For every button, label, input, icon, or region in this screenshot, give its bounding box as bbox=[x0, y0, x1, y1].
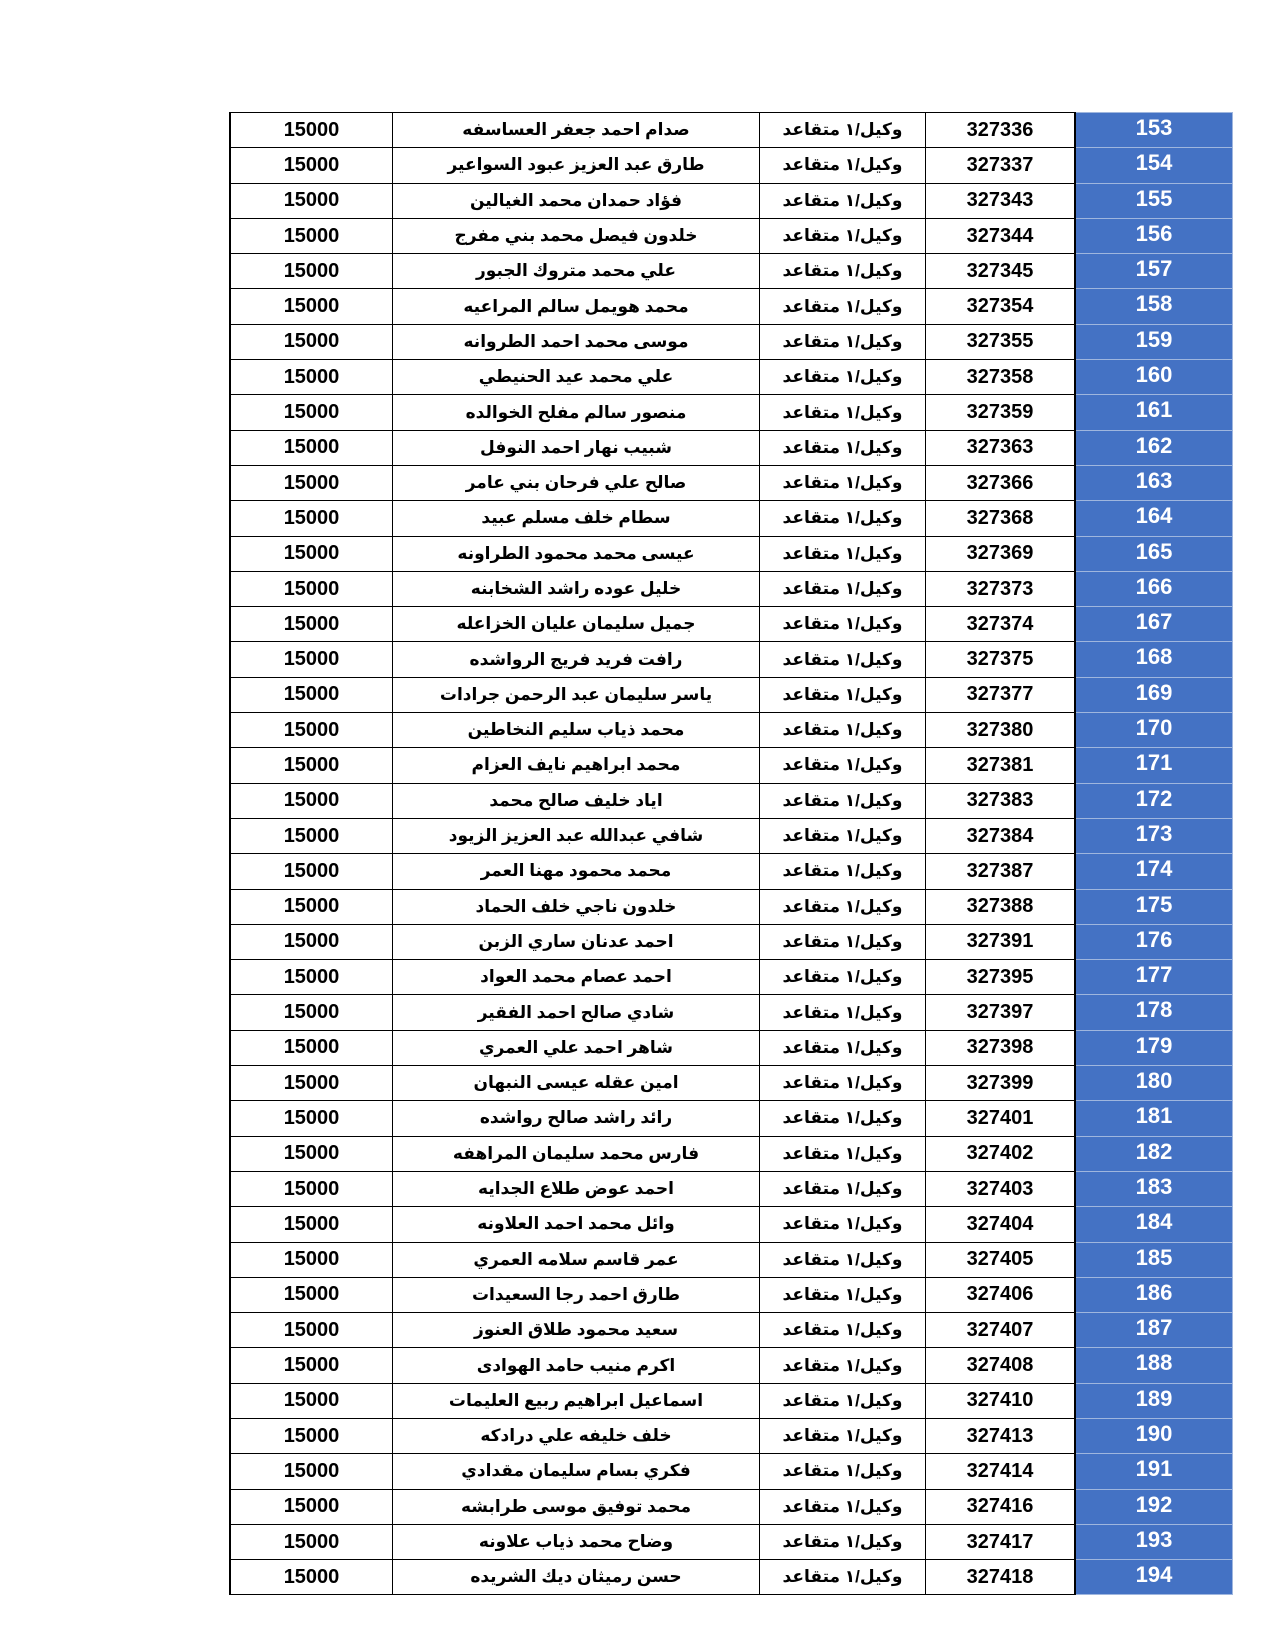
rank-cell: وكيل/١ متقاعد bbox=[760, 218, 926, 253]
amount-cell: 15000 bbox=[230, 713, 393, 748]
table-row bbox=[230, 501, 1233, 536]
sequence-cell: 163 bbox=[1075, 465, 1233, 500]
id-number-cell: 327344 bbox=[926, 218, 1076, 253]
table-row bbox=[230, 677, 1233, 712]
id-number-cell: 327355 bbox=[926, 324, 1076, 359]
name-cell: امين عقله عيسى النبهان bbox=[393, 1066, 760, 1101]
amount-cell: 15000 bbox=[230, 748, 393, 783]
sequence-cell: 191 bbox=[1075, 1454, 1233, 1489]
id-number-cell: 327403 bbox=[926, 1171, 1076, 1206]
amount-cell: 15000 bbox=[230, 1313, 393, 1348]
name-cell: عيسى محمد محمود الطراونه bbox=[393, 536, 760, 571]
amount-cell: 15000 bbox=[230, 1524, 393, 1559]
amount-cell: 15000 bbox=[230, 1348, 393, 1383]
amount-cell: 15000 bbox=[230, 1560, 393, 1595]
id-number-cell: 327354 bbox=[926, 289, 1076, 324]
amount-cell: 15000 bbox=[230, 1101, 393, 1136]
name-cell: ياسر سليمان عبد الرحمن جرادات bbox=[393, 677, 760, 712]
rank-cell: وكيل/١ متقاعد bbox=[760, 713, 926, 748]
id-number-cell: 327377 bbox=[926, 677, 1076, 712]
name-cell: خلدون ناجي خلف الحماد bbox=[393, 889, 760, 924]
name-cell: محمد هويمل سالم المراعيه bbox=[393, 289, 760, 324]
amount-cell: 15000 bbox=[230, 360, 393, 395]
name-cell: محمد توفيق موسى طرابشه bbox=[393, 1489, 760, 1524]
table-row bbox=[230, 395, 1233, 430]
sequence-cell: 183 bbox=[1075, 1171, 1233, 1206]
id-number-cell: 327380 bbox=[926, 713, 1076, 748]
sequence-cell: 175 bbox=[1075, 889, 1233, 924]
rank-cell: وكيل/١ متقاعد bbox=[760, 889, 926, 924]
table-row bbox=[230, 960, 1233, 995]
table-row bbox=[230, 1101, 1233, 1136]
rank-cell: وكيل/١ متقاعد bbox=[760, 1101, 926, 1136]
name-cell: خلف خليفه علي درادكه bbox=[393, 1418, 760, 1453]
amount-cell: 15000 bbox=[230, 1030, 393, 1065]
id-number-cell: 327381 bbox=[926, 748, 1076, 783]
sequence-cell: 185 bbox=[1075, 1242, 1233, 1277]
name-cell: فكري بسام سليمان مقدادي bbox=[393, 1454, 760, 1489]
amount-cell: 15000 bbox=[230, 995, 393, 1030]
table-row bbox=[230, 254, 1233, 289]
table-row bbox=[230, 1489, 1233, 1524]
name-cell: اسماعيل ابراهيم ربيع العليمات bbox=[393, 1383, 760, 1418]
table-row bbox=[230, 430, 1233, 465]
sequence-cell: 159 bbox=[1075, 324, 1233, 359]
name-cell: شاهر احمد علي العمري bbox=[393, 1030, 760, 1065]
table-row bbox=[230, 1207, 1233, 1242]
id-number-cell: 327343 bbox=[926, 183, 1076, 218]
table-row bbox=[230, 1454, 1233, 1489]
name-cell: شادي صالح احمد الفقير bbox=[393, 995, 760, 1030]
table-row bbox=[230, 1418, 1233, 1453]
id-number-cell: 327401 bbox=[926, 1101, 1076, 1136]
amount-cell: 15000 bbox=[230, 254, 393, 289]
name-cell: شبيب نهار احمد النوفل bbox=[393, 430, 760, 465]
table-row bbox=[230, 218, 1233, 253]
name-cell: اكرم منيب حامد الهوادى bbox=[393, 1348, 760, 1383]
id-number-cell: 327407 bbox=[926, 1313, 1076, 1348]
sequence-cell: 162 bbox=[1075, 430, 1233, 465]
roster-table-body bbox=[230, 113, 1233, 1595]
sequence-cell: 176 bbox=[1075, 924, 1233, 959]
amount-cell: 15000 bbox=[230, 1277, 393, 1312]
id-number-cell: 327408 bbox=[926, 1348, 1076, 1383]
id-number-cell: 327397 bbox=[926, 995, 1076, 1030]
table-row bbox=[230, 924, 1233, 959]
name-cell: عمر قاسم سلامه العمري bbox=[393, 1242, 760, 1277]
amount-cell: 15000 bbox=[230, 1066, 393, 1101]
rank-cell: وكيل/١ متقاعد bbox=[760, 1277, 926, 1312]
rank-cell: وكيل/١ متقاعد bbox=[760, 571, 926, 606]
sequence-cell: 166 bbox=[1075, 571, 1233, 606]
sequence-cell: 155 bbox=[1075, 183, 1233, 218]
sequence-cell: 174 bbox=[1075, 854, 1233, 889]
id-number-cell: 327336 bbox=[926, 113, 1076, 148]
document-sheet bbox=[229, 112, 1229, 1595]
id-number-cell: 327399 bbox=[926, 1066, 1076, 1101]
sequence-cell: 154 bbox=[1075, 148, 1233, 183]
name-cell: محمد ابراهيم نايف العزام bbox=[393, 748, 760, 783]
rank-cell: وكيل/١ متقاعد bbox=[760, 995, 926, 1030]
name-cell: خلدون فيصل محمد بني مفرج bbox=[393, 218, 760, 253]
amount-cell: 15000 bbox=[230, 501, 393, 536]
id-number-cell: 327387 bbox=[926, 854, 1076, 889]
table-row bbox=[230, 607, 1233, 642]
amount-cell: 15000 bbox=[230, 1242, 393, 1277]
id-number-cell: 327368 bbox=[926, 501, 1076, 536]
rank-cell: وكيل/١ متقاعد bbox=[760, 536, 926, 571]
sequence-cell: 164 bbox=[1075, 501, 1233, 536]
name-cell: علي محمد متروك الجبور bbox=[393, 254, 760, 289]
rank-cell: وكيل/١ متقاعد bbox=[760, 818, 926, 853]
id-number-cell: 327413 bbox=[926, 1418, 1076, 1453]
amount-cell: 15000 bbox=[230, 818, 393, 853]
rank-cell: وكيل/١ متقاعد bbox=[760, 1313, 926, 1348]
rank-cell: وكيل/١ متقاعد bbox=[760, 183, 926, 218]
name-cell: طارق احمد رجا السعيدات bbox=[393, 1277, 760, 1312]
amount-cell: 15000 bbox=[230, 218, 393, 253]
amount-cell: 15000 bbox=[230, 536, 393, 571]
id-number-cell: 327345 bbox=[926, 254, 1076, 289]
table-row bbox=[230, 183, 1233, 218]
sequence-cell: 193 bbox=[1075, 1524, 1233, 1559]
table-row bbox=[230, 889, 1233, 924]
rank-cell: وكيل/١ متقاعد bbox=[760, 1207, 926, 1242]
id-number-cell: 327405 bbox=[926, 1242, 1076, 1277]
sequence-cell: 157 bbox=[1075, 254, 1233, 289]
sequence-cell: 171 bbox=[1075, 748, 1233, 783]
amount-cell: 15000 bbox=[230, 889, 393, 924]
sequence-cell: 161 bbox=[1075, 395, 1233, 430]
id-number-cell: 327383 bbox=[926, 783, 1076, 818]
sequence-cell: 188 bbox=[1075, 1348, 1233, 1383]
amount-cell: 15000 bbox=[230, 324, 393, 359]
sequence-cell: 179 bbox=[1075, 1030, 1233, 1065]
name-cell: اياد خليف صالح محمد bbox=[393, 783, 760, 818]
amount-cell: 15000 bbox=[230, 183, 393, 218]
amount-cell: 15000 bbox=[230, 1454, 393, 1489]
rank-cell: وكيل/١ متقاعد bbox=[760, 677, 926, 712]
name-cell: فؤاد حمدان محمد الغيالين bbox=[393, 183, 760, 218]
id-number-cell: 327384 bbox=[926, 818, 1076, 853]
table-row bbox=[230, 1277, 1233, 1312]
amount-cell: 15000 bbox=[230, 1489, 393, 1524]
id-number-cell: 327373 bbox=[926, 571, 1076, 606]
rank-cell: وكيل/١ متقاعد bbox=[760, 1171, 926, 1206]
roster-table bbox=[229, 112, 1233, 1595]
table-row bbox=[230, 1136, 1233, 1171]
table-row bbox=[230, 465, 1233, 500]
sequence-cell: 173 bbox=[1075, 818, 1233, 853]
table-row bbox=[230, 571, 1233, 606]
sequence-cell: 165 bbox=[1075, 536, 1233, 571]
table-row bbox=[230, 324, 1233, 359]
id-number-cell: 327414 bbox=[926, 1454, 1076, 1489]
sequence-cell: 170 bbox=[1075, 713, 1233, 748]
id-number-cell: 327395 bbox=[926, 960, 1076, 995]
table-row bbox=[230, 1348, 1233, 1383]
name-cell: فارس محمد سليمان المراهفه bbox=[393, 1136, 760, 1171]
rank-cell: وكيل/١ متقاعد bbox=[760, 324, 926, 359]
amount-cell: 15000 bbox=[230, 113, 393, 148]
rank-cell: وكيل/١ متقاعد bbox=[760, 854, 926, 889]
id-number-cell: 327402 bbox=[926, 1136, 1076, 1171]
name-cell: محمد محمود مهنا العمر bbox=[393, 854, 760, 889]
amount-cell: 15000 bbox=[230, 430, 393, 465]
table-row bbox=[230, 1242, 1233, 1277]
sequence-cell: 169 bbox=[1075, 677, 1233, 712]
name-cell: طارق عبد العزيز عبود السواعير bbox=[393, 148, 760, 183]
table-row bbox=[230, 1313, 1233, 1348]
sequence-cell: 158 bbox=[1075, 289, 1233, 324]
amount-cell: 15000 bbox=[230, 1171, 393, 1206]
table-row bbox=[230, 854, 1233, 889]
rank-cell: وكيل/١ متقاعد bbox=[760, 1489, 926, 1524]
amount-cell: 15000 bbox=[230, 395, 393, 430]
table-row bbox=[230, 995, 1233, 1030]
sequence-cell: 177 bbox=[1075, 960, 1233, 995]
rank-cell: وكيل/١ متقاعد bbox=[760, 1418, 926, 1453]
name-cell: علي محمد عيد الحنيطي bbox=[393, 360, 760, 395]
id-number-cell: 327358 bbox=[926, 360, 1076, 395]
id-number-cell: 327398 bbox=[926, 1030, 1076, 1065]
name-cell: حسن رميثان ديك الشريده bbox=[393, 1560, 760, 1595]
sequence-cell: 156 bbox=[1075, 218, 1233, 253]
table-row bbox=[230, 748, 1233, 783]
sequence-cell: 167 bbox=[1075, 607, 1233, 642]
name-cell: احمد عوض طلاع الجدايه bbox=[393, 1171, 760, 1206]
sequence-cell: 192 bbox=[1075, 1489, 1233, 1524]
rank-cell: وكيل/١ متقاعد bbox=[760, 1348, 926, 1383]
id-number-cell: 327369 bbox=[926, 536, 1076, 571]
id-number-cell: 327406 bbox=[926, 1277, 1076, 1312]
rank-cell: وكيل/١ متقاعد bbox=[760, 1242, 926, 1277]
id-number-cell: 327363 bbox=[926, 430, 1076, 465]
id-number-cell: 327359 bbox=[926, 395, 1076, 430]
table-row bbox=[230, 536, 1233, 571]
name-cell: محمد ذياب سليم النخاطين bbox=[393, 713, 760, 748]
name-cell: موسى محمد احمد الطروانه bbox=[393, 324, 760, 359]
amount-cell: 15000 bbox=[230, 465, 393, 500]
rank-cell: وكيل/١ متقاعد bbox=[760, 289, 926, 324]
sequence-cell: 194 bbox=[1075, 1560, 1233, 1595]
amount-cell: 15000 bbox=[230, 1418, 393, 1453]
sequence-cell: 172 bbox=[1075, 783, 1233, 818]
rank-cell: وكيل/١ متقاعد bbox=[760, 1560, 926, 1595]
table-row bbox=[230, 1383, 1233, 1418]
table-row bbox=[230, 289, 1233, 324]
rank-cell: وكيل/١ متقاعد bbox=[760, 1136, 926, 1171]
table-row bbox=[230, 818, 1233, 853]
id-number-cell: 327410 bbox=[926, 1383, 1076, 1418]
id-number-cell: 327337 bbox=[926, 148, 1076, 183]
id-number-cell: 327375 bbox=[926, 642, 1076, 677]
amount-cell: 15000 bbox=[230, 148, 393, 183]
id-number-cell: 327416 bbox=[926, 1489, 1076, 1524]
rank-cell: وكيل/١ متقاعد bbox=[760, 607, 926, 642]
rank-cell: وكيل/١ متقاعد bbox=[760, 395, 926, 430]
amount-cell: 15000 bbox=[230, 783, 393, 818]
name-cell: شافي عبدالله عبد العزيز الزيود bbox=[393, 818, 760, 853]
id-number-cell: 327418 bbox=[926, 1560, 1076, 1595]
sequence-cell: 153 bbox=[1075, 113, 1233, 148]
table-row bbox=[230, 1560, 1233, 1595]
name-cell: منصور سالم مفلح الخوالده bbox=[393, 395, 760, 430]
amount-cell: 15000 bbox=[230, 924, 393, 959]
rank-cell: وكيل/١ متقاعد bbox=[760, 501, 926, 536]
id-number-cell: 327374 bbox=[926, 607, 1076, 642]
table-row bbox=[230, 1066, 1233, 1101]
id-number-cell: 327366 bbox=[926, 465, 1076, 500]
sequence-cell: 181 bbox=[1075, 1101, 1233, 1136]
amount-cell: 15000 bbox=[230, 960, 393, 995]
table-row bbox=[230, 642, 1233, 677]
name-cell: وضاح محمد ذياب علاونه bbox=[393, 1524, 760, 1559]
rank-cell: وكيل/١ متقاعد bbox=[760, 148, 926, 183]
sequence-cell: 182 bbox=[1075, 1136, 1233, 1171]
name-cell: وائل محمد احمد العلاونه bbox=[393, 1207, 760, 1242]
rank-cell: وكيل/١ متقاعد bbox=[760, 1030, 926, 1065]
amount-cell: 15000 bbox=[230, 289, 393, 324]
name-cell: سعيد محمود طلاق العنوز bbox=[393, 1313, 760, 1348]
name-cell: احمد عصام محمد العواد bbox=[393, 960, 760, 995]
rank-cell: وكيل/١ متقاعد bbox=[760, 1454, 926, 1489]
name-cell: خليل عوده راشد الشخابنه bbox=[393, 571, 760, 606]
name-cell: رائد راشد صالح رواشده bbox=[393, 1101, 760, 1136]
amount-cell: 15000 bbox=[230, 607, 393, 642]
rank-cell: وكيل/١ متقاعد bbox=[760, 924, 926, 959]
table-row bbox=[230, 1171, 1233, 1206]
sequence-cell: 178 bbox=[1075, 995, 1233, 1030]
rank-cell: وكيل/١ متقاعد bbox=[760, 113, 926, 148]
amount-cell: 15000 bbox=[230, 1207, 393, 1242]
table-row bbox=[230, 1030, 1233, 1065]
id-number-cell: 327391 bbox=[926, 924, 1076, 959]
table-row bbox=[230, 713, 1233, 748]
sequence-cell: 184 bbox=[1075, 1207, 1233, 1242]
rank-cell: وكيل/١ متقاعد bbox=[760, 1066, 926, 1101]
table-row bbox=[230, 148, 1233, 183]
amount-cell: 15000 bbox=[230, 1383, 393, 1418]
table-row bbox=[230, 1524, 1233, 1559]
name-cell: احمد عدنان ساري الزبن bbox=[393, 924, 760, 959]
amount-cell: 15000 bbox=[230, 571, 393, 606]
id-number-cell: 327404 bbox=[926, 1207, 1076, 1242]
sequence-cell: 190 bbox=[1075, 1418, 1233, 1453]
table-row bbox=[230, 360, 1233, 395]
sequence-cell: 187 bbox=[1075, 1313, 1233, 1348]
name-cell: رافت فريد فريج الرواشده bbox=[393, 642, 760, 677]
rank-cell: وكيل/١ متقاعد bbox=[760, 1383, 926, 1418]
name-cell: سطام خلف مسلم عبيد bbox=[393, 501, 760, 536]
rank-cell: وكيل/١ متقاعد bbox=[760, 465, 926, 500]
rank-cell: وكيل/١ متقاعد bbox=[760, 783, 926, 818]
name-cell: صدام احمد جعفر العساسفه bbox=[393, 113, 760, 148]
table-row bbox=[230, 783, 1233, 818]
rank-cell: وكيل/١ متقاعد bbox=[760, 1524, 926, 1559]
sequence-cell: 168 bbox=[1075, 642, 1233, 677]
amount-cell: 15000 bbox=[230, 642, 393, 677]
sequence-cell: 160 bbox=[1075, 360, 1233, 395]
rank-cell: وكيل/١ متقاعد bbox=[760, 360, 926, 395]
rank-cell: وكيل/١ متقاعد bbox=[760, 748, 926, 783]
amount-cell: 15000 bbox=[230, 854, 393, 889]
sequence-cell: 180 bbox=[1075, 1066, 1233, 1101]
id-number-cell: 327417 bbox=[926, 1524, 1076, 1559]
sequence-cell: 189 bbox=[1075, 1383, 1233, 1418]
table-row bbox=[230, 113, 1233, 148]
sequence-cell: 186 bbox=[1075, 1277, 1233, 1312]
amount-cell: 15000 bbox=[230, 677, 393, 712]
rank-cell: وكيل/١ متقاعد bbox=[760, 960, 926, 995]
name-cell: جميل سليمان عليان الخزاعله bbox=[393, 607, 760, 642]
rank-cell: وكيل/١ متقاعد bbox=[760, 254, 926, 289]
name-cell: صالح علي فرحان بني عامر bbox=[393, 465, 760, 500]
rank-cell: وكيل/١ متقاعد bbox=[760, 430, 926, 465]
rank-cell: وكيل/١ متقاعد bbox=[760, 642, 926, 677]
id-number-cell: 327388 bbox=[926, 889, 1076, 924]
amount-cell: 15000 bbox=[230, 1136, 393, 1171]
